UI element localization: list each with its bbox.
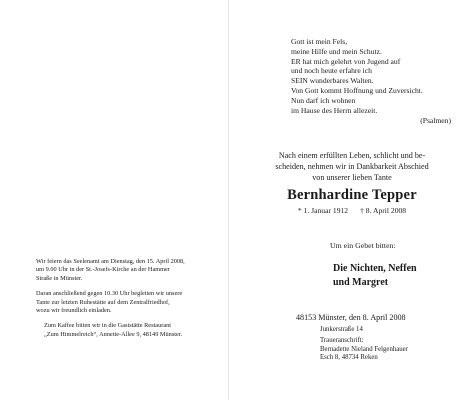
requiem-paragraph xyxy=(36,258,221,283)
info-line: Tante zur letzten Ruhestätte auf dem Zentralfriedhof, xyxy=(36,298,170,306)
psalm-line: im Hause des Herrn allezeit. xyxy=(291,105,378,115)
psalm-line: Gott ist mein Fels, xyxy=(291,37,348,46)
family-signature xyxy=(333,262,417,290)
mourning-location: Esch 8, 48734 Reken xyxy=(320,354,378,361)
deceased-name: Bernhardine Tepper xyxy=(287,187,417,203)
coffee-paragraph xyxy=(36,322,221,339)
intro-line: scheiden, nehmen wir in Dankbarkeit Abschied xyxy=(275,162,429,171)
card-fold-divider xyxy=(228,0,229,400)
psalm-line: ER hat mich gelehrt von Jugend auf xyxy=(291,56,401,66)
death-date: † 8. April 2008 xyxy=(360,206,407,215)
info-line: Straße in Münster. xyxy=(36,274,83,282)
info-line: Zum Kaffee bitten wir in die Gaststätte Restaurant xyxy=(44,322,172,330)
intro-line: Nach einem erfüllten Leben, schlicht und be- xyxy=(278,151,426,160)
family-line: und Margret xyxy=(333,277,389,288)
info-line: Daran anschließend gegen 10.30 Uhr begleiten wir unsere xyxy=(36,290,183,298)
mourning-label: Traueranschrift: xyxy=(320,337,364,344)
service-info xyxy=(36,258,221,339)
mourning-address xyxy=(320,337,408,363)
life-dates xyxy=(252,206,452,215)
farewell-intro xyxy=(252,150,452,183)
intro-line: von unserer lieben Tante xyxy=(312,173,392,182)
psalm-source: (Psalmen) xyxy=(420,116,451,126)
place-and-date: 48153 Münster, den 8. April 2008 xyxy=(296,313,406,322)
prayer-request: Um ein Gebet bitten: xyxy=(330,241,396,250)
psalm-line: meine Hilfe und mein Schutz. xyxy=(291,46,382,56)
info-line: „Zum Himmelreich“, Annette-Allee 9, 48149 Münster. xyxy=(44,330,183,338)
mourning-name: Bernadette Nieland Felgenhauer xyxy=(320,345,408,353)
info-line: um 9.00 Uhr in der St.-Josefs-Kirche an der Hammer xyxy=(36,266,170,274)
psalm-line: Von Gott kommt Hoffnung und Zuversicht. xyxy=(291,85,423,95)
psalm-quote xyxy=(291,37,451,126)
psalm-line: SEIN wunderbares Walten. xyxy=(291,76,374,86)
psalm-line: und noch heute erfahre ich xyxy=(291,66,372,76)
street-address: Junkerstraße 14 xyxy=(320,326,363,333)
birth-date: * 1. Januar 1912 xyxy=(297,206,349,215)
info-line: Wir feiern das Seelenamt am Dienstag, den 15. April 2008, xyxy=(36,258,185,265)
psalm-line: Nun darf ich wohnen xyxy=(291,95,356,105)
burial-paragraph xyxy=(36,290,221,315)
info-line: wozu wir freundlich einladen. xyxy=(36,307,112,315)
family-line: Die Nichten, Neffen xyxy=(333,263,417,274)
